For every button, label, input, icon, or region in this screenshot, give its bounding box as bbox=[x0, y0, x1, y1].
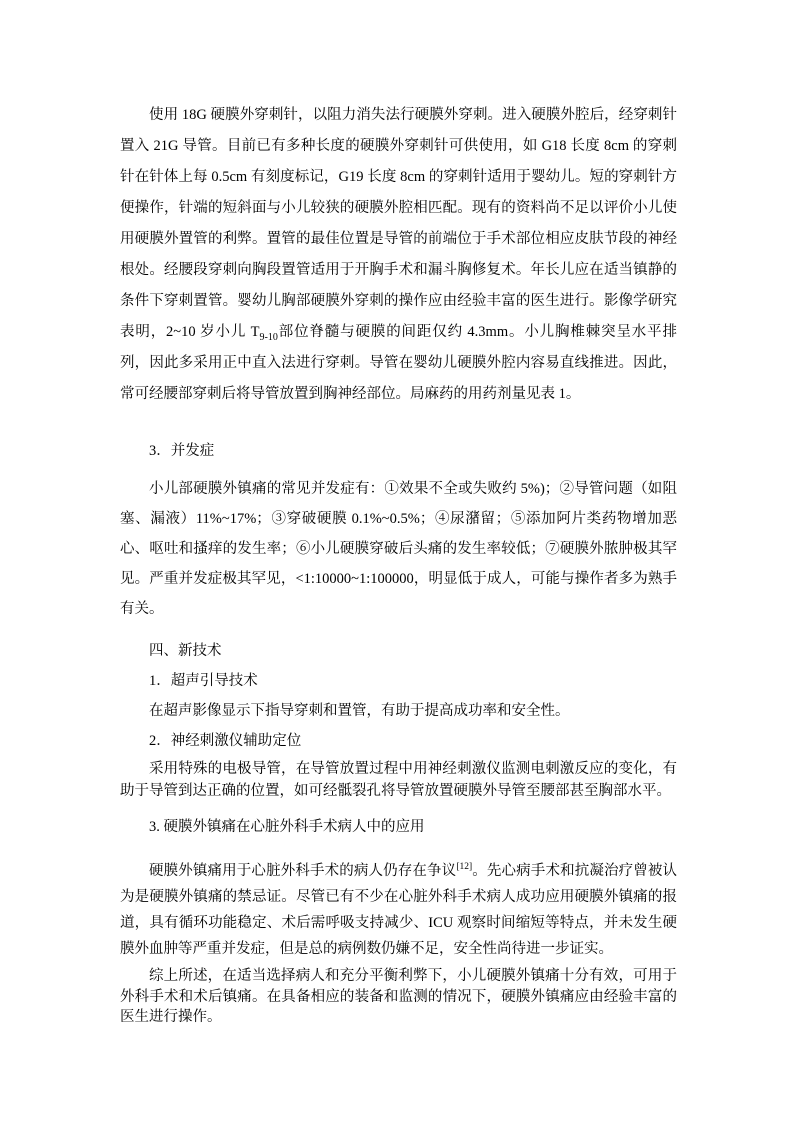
heading-cardiac-surgery-application: 3. 硬膜外镇痛在心脏外科手术病人中的应用 bbox=[149, 819, 425, 835]
paragraph-text: 硬膜外镇痛用于心脏外科手术的病人仍存在争议 bbox=[149, 863, 457, 879]
heading-new-technology: 四、新技术 bbox=[149, 643, 222, 659]
heading-complications: 3．并发症 bbox=[149, 443, 215, 459]
paragraph-text: 。先心病手术和抗凝治疗曾被认为是硬膜外镇痛的禁忌证。尽管已有不少在心脏外科手术病人成功应用硬膜外镇痛的报道，具有循环功能稳定、术后需呼吸支持减少、ICU 观察时间缩短等特点，并未发生硬膜外血肿等严重并发症，但是总的病例数仍嫌不足，安全性尚待进一步证实。 bbox=[120, 863, 678, 957]
paragraph-complications: 小儿部硬膜外镇痛的常见并发症有：①效果不全或失败约 5%)；②导管问题（如阻塞、漏液）11%~17%；③穿破硬膜 0.1%~0.5%；④尿潴留；⑤添加阿片类药物增加恶心、呕吐和搔痒的发生率；⑥小儿硬膜穿破后头痛的发生率较低；⑦硬膜外脓肿极其罕见。严重并发症极其罕见，<1:10000~1:100000，明显低于成人，可能与操作者多为熟手有关。 bbox=[120, 481, 677, 617]
paragraph-epidural-technique bbox=[120, 100, 677, 410]
citation-reference-12: [12] bbox=[456, 862, 473, 873]
paragraph-cardiac-surgery bbox=[120, 858, 677, 962]
heading-ultrasound-guidance: 1．超声引导技术 bbox=[149, 673, 258, 689]
subscript-vertebral-level: 9-10 bbox=[259, 331, 278, 343]
paragraph-summary: 综上所述，在适当选择病人和充分平衡利弊下，小儿硬膜外镇痛十分有效，可用于外科手术和术后镇痛。在具备相应的装备和监测的情况下，硬膜外镇痛应由经验丰富的医生进行操作。 bbox=[120, 968, 677, 1025]
paragraph-text: 部位脊髓与硬膜的间距仅约 4.3mm。小儿胸椎棘突呈水平排列，因此多采用正中直入法进行穿刺。导管在婴幼儿硬膜外腔内容易直线推进。因此，常可经腰部穿刺后将导管放置到胸神经部位。局麻药的用药剂量见表 1。 bbox=[120, 324, 677, 402]
heading-nerve-stimulator: 2．神经刺激仪辅助定位 bbox=[149, 733, 302, 749]
paragraph-nerve-stimulator: 采用特殊的电极导管，在导管放置过程中用神经刺激仪监测电刺激反应的变化，有助于导管到达正确的位置，如可经骶裂孔将导管放置硬膜外导管至腰部甚至胸部水平。 bbox=[120, 761, 677, 799]
paragraph-text: 使用 18G 硬膜外穿刺针，以阻力消失法行硬膜外穿刺。进入硬膜外腔后，经穿刺针置入 21G 导管。目前已有多种长度的硬膜外穿刺针可供使用，如 G18 长度 8cm 的穿刺针在针体上每 0.5cm 有刻度标记，G19 长度 8cm 的穿刺针适用于婴幼儿。短的穿刺针方便操作，针端的短斜面与小儿较狭的硬膜外腔相匹配。现有的资料尚不足以评价小儿使用硬膜外置管的利弊。置管的最佳位置是导管的前端位于手术部位相应皮肤节段的神经根处。经腰段穿刺向胸段置管适用于开胸手术和漏斗胸修复术。年长儿应在适当镇静的条件下穿刺置管。婴幼儿胸部硬膜外穿刺的操作应由经验丰富的医生进行。影像学研究表明，2~10 岁小儿 T bbox=[120, 107, 677, 340]
paragraph-ultrasound-guidance: 在超声影像显示下指导穿刺和置管，有助于提高成功率和安全性。 bbox=[149, 703, 570, 719]
